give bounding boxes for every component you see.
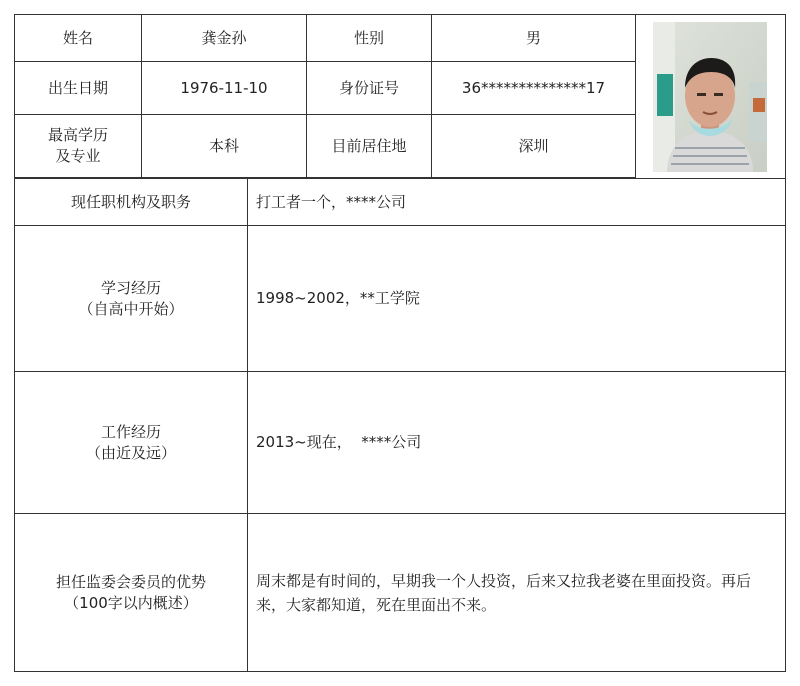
work-value: 2013~现在， ****公司: [248, 372, 786, 514]
row-advantage: [14, 514, 786, 672]
row-work: [14, 372, 786, 514]
advantage-value: 周末都是有时间的，早期我一个人投资，后来又拉我老婆在里面投资。再后来，大家都知道，死在里面出不来。: [248, 514, 786, 672]
row-position: [14, 178, 786, 226]
residence-value: 深圳: [432, 115, 636, 178]
study-value: 1998~2002，**工学院: [248, 226, 786, 372]
gender-value: 男: [432, 14, 636, 62]
row-study: [14, 226, 786, 372]
name-value: 龚金孙: [142, 14, 307, 62]
photo-cell: [636, 14, 786, 178]
gender-label: 性别: [307, 14, 432, 62]
member-info-form: [14, 14, 786, 672]
edu-label: 最高学历 及专业: [14, 115, 142, 178]
position-value: 打工者一个，****公司: [248, 178, 786, 226]
id-label: 身份证号: [307, 62, 432, 115]
basic-info-section: [14, 14, 786, 178]
position-label: 现任职机构及职务: [14, 178, 248, 226]
edu-value: 本科: [142, 115, 307, 178]
residence-label: 目前居住地: [307, 115, 432, 178]
portrait-photo: [653, 22, 767, 172]
dob-value: 1976-11-10: [142, 62, 307, 115]
dob-label: 出生日期: [14, 62, 142, 115]
id-value: 36**************17: [432, 62, 636, 115]
advantage-label: 担任监委会委员的优势 （100字以内概述）: [14, 514, 248, 672]
study-label: 学习经历 （自高中开始）: [14, 226, 248, 372]
name-label: 姓名: [14, 14, 142, 62]
work-label: 工作经历 （由近及远）: [14, 372, 248, 514]
